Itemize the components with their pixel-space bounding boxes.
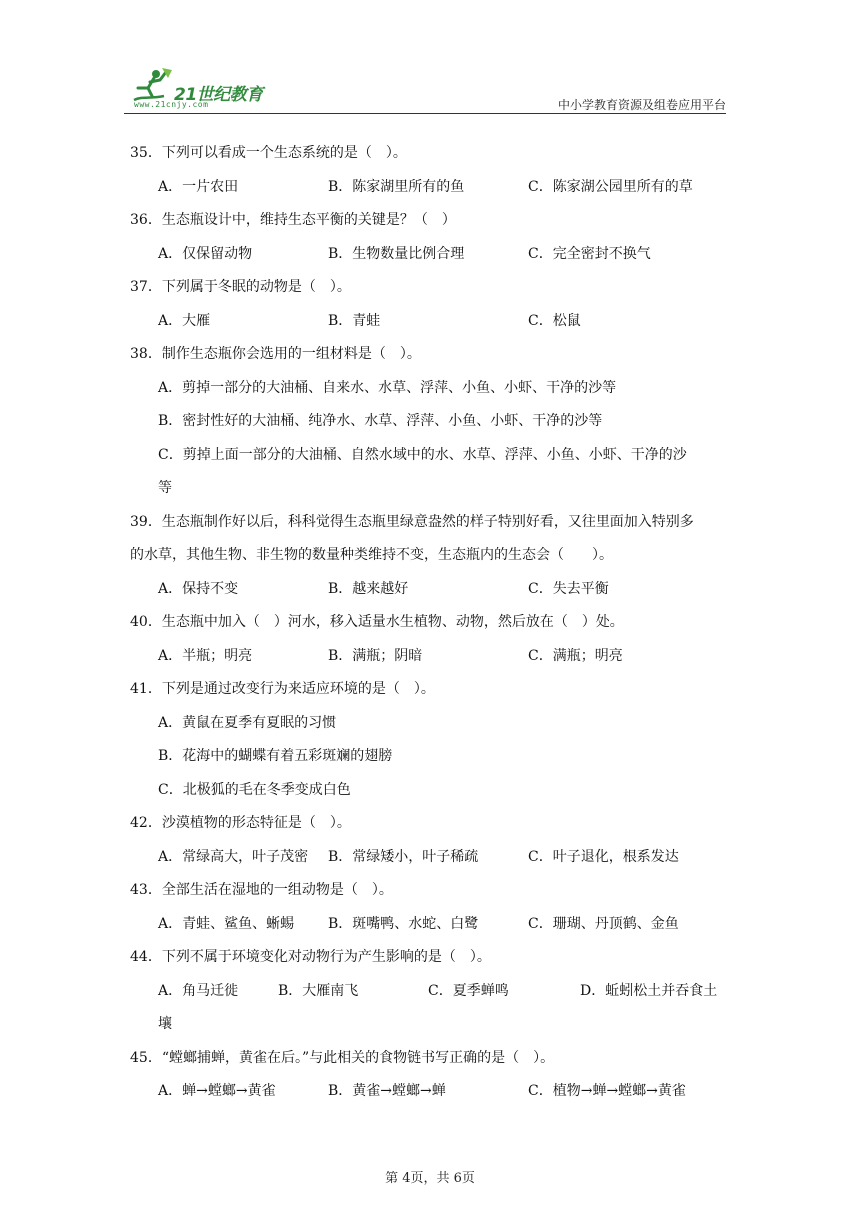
option[interactable]: A．仅保留动物: [158, 245, 253, 262]
page-number: 第 4页，共 6页: [385, 1171, 475, 1186]
option[interactable]: D．蚯蚓松土并吞食土: [580, 982, 718, 999]
option[interactable]: A．蝉→螳螂→黄雀: [158, 1083, 276, 1099]
option-row: [130, 841, 730, 875]
question-stem-continuation: 的水草，其他生物、非生物的数量种类维持不变，生态瓶内的生态会（ ）。: [130, 547, 613, 563]
option[interactable]: A．黄鼠在夏季有夏眠的习惯: [158, 714, 337, 731]
option[interactable]: B．越来越好: [328, 580, 409, 597]
option[interactable]: C．满瓶；明亮: [528, 647, 623, 664]
question-stem: 40．生态瓶中加入（ ）河水，移入适量水生植物、动物，然后放在（ ）处。: [130, 614, 624, 630]
option-row: [130, 171, 730, 205]
question-stem: 43．全部生活在湿地的一组动物是（ ）。: [130, 882, 393, 898]
question-stem: 35．下列可以看成一个生态系统的是（ ）。: [130, 145, 407, 161]
option[interactable]: C．失去平衡: [528, 580, 609, 597]
option[interactable]: C．完全密封不换气: [528, 245, 651, 262]
option[interactable]: C．珊瑚、丹顶鹤、金鱼: [528, 915, 679, 932]
question-stem: 42．沙漠植物的形态特征是（ ）。: [130, 815, 351, 831]
question-stem: 44．下列不属于环境变化对动物行为产生影响的是（ ）。: [130, 949, 491, 965]
question-stem: 36．生态瓶设计中，维持生态平衡的关键是？（ ）: [130, 212, 456, 228]
option[interactable]: B．生物数量比例合理: [328, 245, 465, 262]
option-row: [130, 975, 730, 1009]
question-stem: 45．“螳螂捕蝉，黄雀在后。”与此相关的食物链书写正确的是（ ）。: [130, 1049, 555, 1066]
question-stem: 38．制作生态瓶你会选用的一组材料是（ ）。: [130, 346, 421, 362]
option-row: [130, 1075, 730, 1109]
question-list: [130, 137, 730, 1109]
logo-url: www.21cnjy.com: [134, 100, 209, 109]
option[interactable]: B．满瓶；阴暗: [328, 647, 423, 664]
option[interactable]: A．一片农田: [158, 178, 239, 195]
option[interactable]: C．北极狐的毛在冬季变成白色: [158, 781, 351, 798]
option[interactable]: C．叶子退化，根系发达: [528, 848, 679, 865]
option[interactable]: C．夏季蝉鸣: [428, 982, 509, 999]
question-stem: 39．生态瓶制作好以后，科科觉得生态瓶里绿意盎然的样子特别好看，又往里面加入特别多: [130, 513, 694, 530]
option[interactable]: B．青蛙: [328, 312, 381, 329]
option[interactable]: B．花海中的蝴蝶有着五彩斑斓的翅膀: [158, 748, 393, 764]
question-stem: 37．下列属于冬眠的动物是（ ）。: [130, 279, 351, 295]
page-header: [124, 66, 726, 116]
option-row: [130, 238, 730, 272]
option[interactable]: A．角马迁徙: [158, 982, 239, 999]
option[interactable]: B．大雁南飞: [278, 982, 359, 999]
option[interactable]: C．松鼠: [528, 312, 581, 329]
option[interactable]: C．剪掉上面一部分的大油桶、自然水域中的水、水草、浮萍、小鱼、小虾、干净的沙: [158, 446, 687, 463]
option[interactable]: B．密封性好的大油桶、纯净水、水草、浮萍、小鱼、小虾、干净的沙等: [158, 413, 603, 429]
logo: [124, 66, 304, 116]
option[interactable]: B．斑嘴鸭、水蛇、白鹭: [328, 915, 479, 932]
option[interactable]: A．半瓶；明亮: [158, 647, 253, 664]
option-row: [130, 305, 730, 339]
option-row: [130, 640, 730, 674]
option[interactable]: B．黄雀→螳螂→蝉: [328, 1083, 446, 1099]
option[interactable]: C．陈家湖公园里所有的草: [528, 178, 693, 195]
option[interactable]: A．青蛙、鲨鱼、蜥蜴: [158, 915, 295, 932]
option[interactable]: B．常绿矮小，叶子稀疏: [328, 848, 479, 865]
option-row: [130, 573, 730, 607]
header-divider: [124, 113, 726, 114]
site-title: 中小学教育资源及组卷应用平台: [557, 98, 726, 112]
option-continuation: 等: [158, 480, 172, 496]
question-stem: 41．下列是通过改变行为来适应环境的是（ ）。: [130, 681, 435, 697]
option-row: [130, 908, 730, 942]
option[interactable]: A．剪掉一部分的大油桶、自来水、水草、浮萍、小鱼、小虾、干净的沙等: [158, 379, 617, 396]
logo-text: 21世纪教育: [174, 85, 263, 105]
option[interactable]: A．常绿高大，叶子茂密: [158, 848, 309, 865]
option-continuation: 壤: [158, 1016, 172, 1032]
option[interactable]: C．植物→蝉→螳螂→黄雀: [528, 1083, 686, 1099]
option[interactable]: B．陈家湖里所有的鱼: [328, 178, 465, 195]
option[interactable]: A．大雁: [158, 312, 211, 329]
option[interactable]: A．保持不变: [158, 580, 239, 597]
